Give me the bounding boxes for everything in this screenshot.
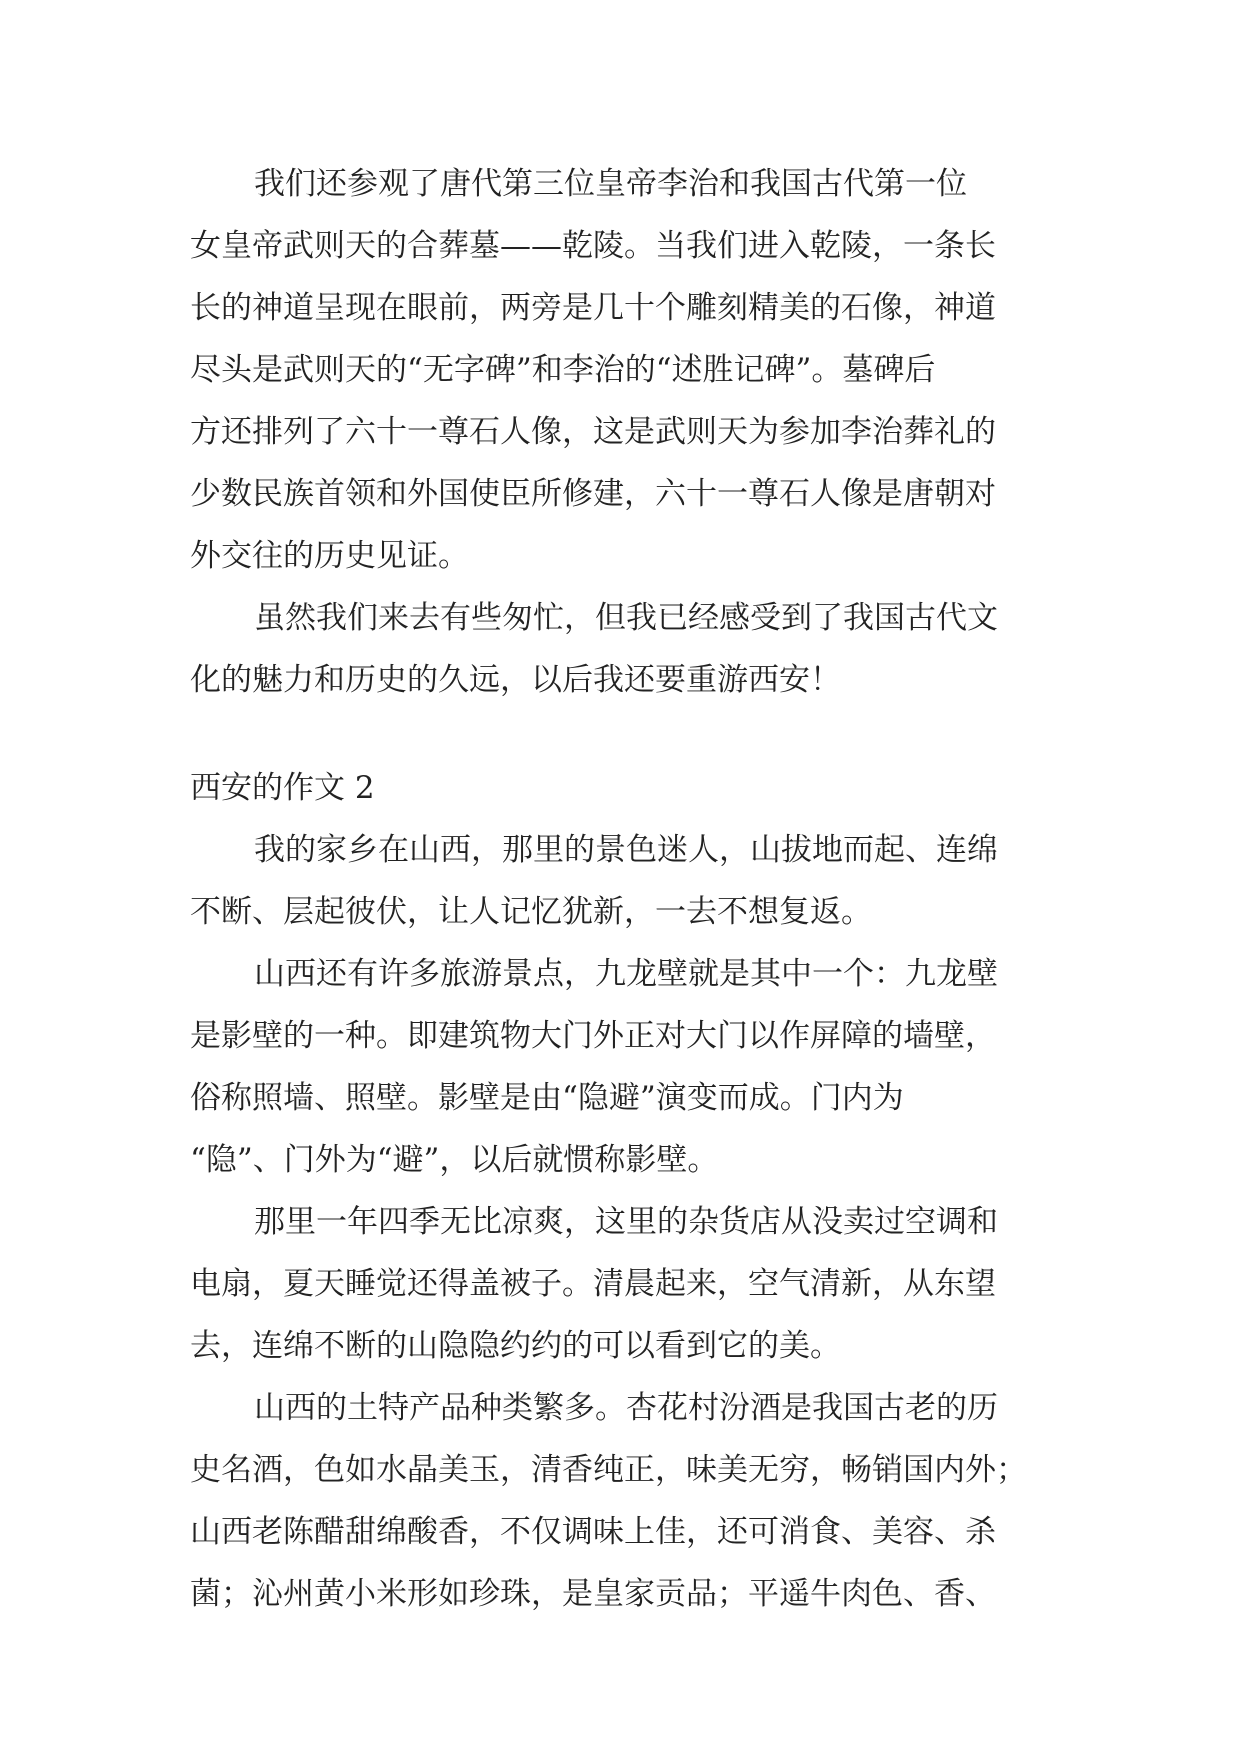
paragraph-line: 尽头是武则天的“无字碑”和李治的“述胜记碑”。墓碑后 (190, 352, 936, 388)
paragraph-line: 虽然我们来去有些匆忙，但我已经感受到了我国古代文 (254, 600, 998, 636)
paragraph-line: 方还排列了六十一尊石人像，这是武则天为参加李治葬礼的 (190, 414, 996, 450)
paragraph-line: 是影壁的一种。即建筑物大门外正对大门以作屏障的墙壁， (190, 1018, 996, 1054)
paragraph-line: 不断、层起彼伏，让人记忆犹新，一去不想复返。 (190, 894, 872, 930)
paragraph-line: 长的神道呈现在眼前，两旁是几十个雕刻精美的石像，神道 (190, 290, 996, 326)
paragraph-line: 电扇，夏天睡觉还得盖被子。清晨起来，空气清新，从东望 (190, 1266, 996, 1302)
essay-heading: 西安的作文 2 (190, 770, 375, 806)
paragraph-line: 史名酒，色如水晶美玉，清香纯正，味美无穷，畅销国内外； (190, 1452, 1027, 1488)
paragraph-line: 少数民族首领和外国使臣所修建，六十一尊石人像是唐朝对 (190, 476, 996, 512)
paragraph-line: 菌；沁州黄小米形如珍珠，是皇家贡品；平遥牛肉色、香、 (190, 1576, 996, 1612)
paragraph-line: 去，连绵不断的山隐隐约约的可以看到它的美。 (190, 1328, 841, 1364)
paragraph-line: 化的魅力和历史的久远，以后我还要重游西安！ (190, 662, 841, 698)
paragraph-line: 我们还参观了唐代第三位皇帝李治和我国古代第一位 (254, 166, 967, 202)
paragraph-line: 外交往的历史见证。 (190, 538, 469, 574)
paragraph-line: 我的家乡在山西，那里的景色迷人，山拔地而起、连绵 (254, 832, 998, 868)
paragraph-line: 俗称照墙、照壁。影壁是由“隐避”演变而成。门内为 (190, 1080, 904, 1116)
paragraph-line: 山西老陈醋甜绵酸香，不仅调味上佳，还可消食、美容、杀 (190, 1514, 996, 1550)
paragraph-line: 那里一年四季无比凉爽，这里的杂货店从没卖过空调和 (254, 1204, 998, 1240)
paragraph-line: 山西还有许多旅游景点，九龙壁就是其中一个：九龙壁 (254, 956, 998, 992)
paragraph-line: 女皇帝武则天的合葬墓——乾陵。当我们进入乾陵，一条长 (190, 228, 996, 264)
paragraph-line: 山西的土特产品种类繁多。杏花村汾酒是我国古老的历 (254, 1390, 998, 1426)
paragraph-line: “隐”、门外为“避”，以后就惯称影壁。 (190, 1142, 719, 1178)
